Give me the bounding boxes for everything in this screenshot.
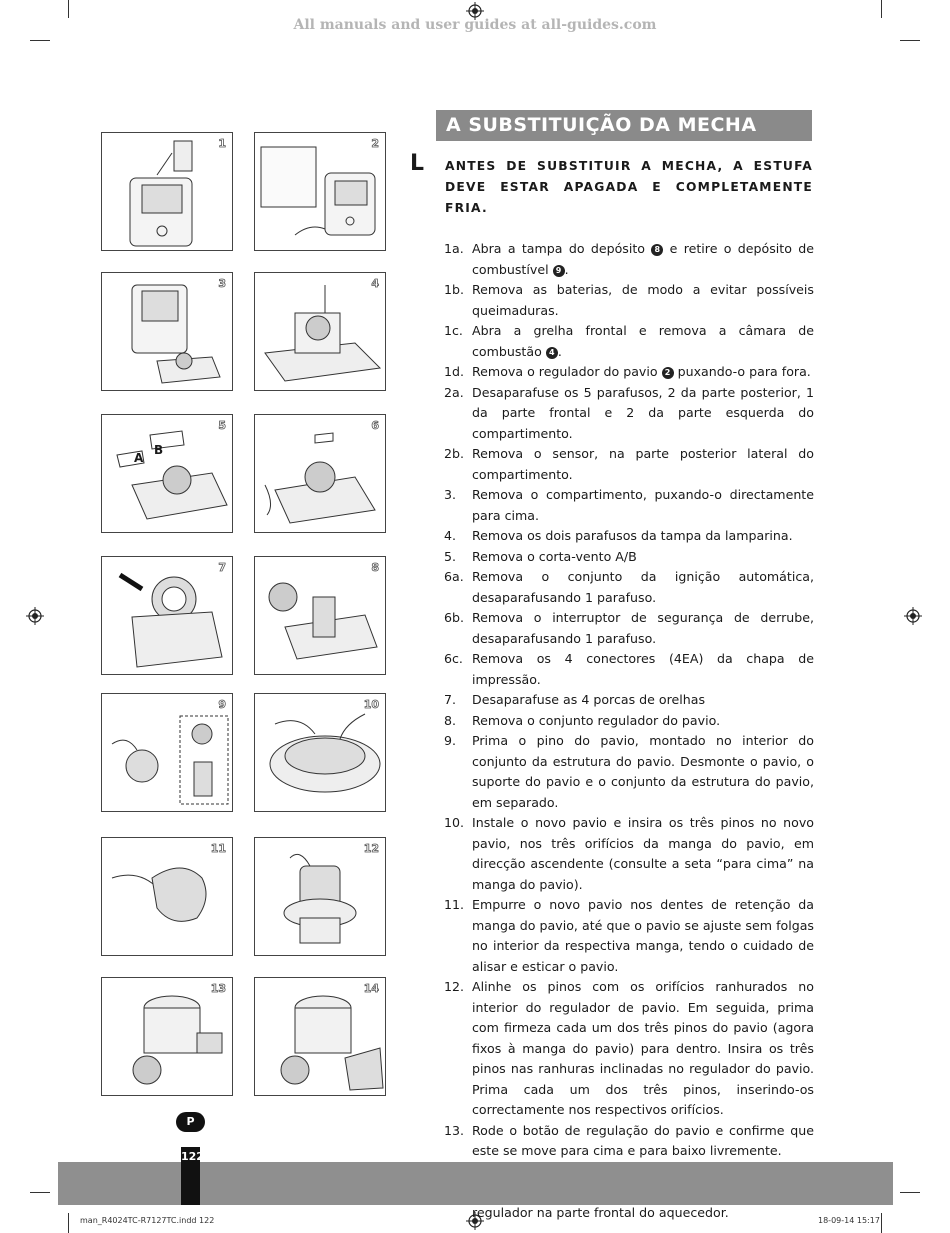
- step-text: [472, 280, 814, 321]
- heater-illustration-icon: [255, 133, 385, 250]
- figure-label-b: B: [154, 443, 164, 457]
- step-number: 11.: [444, 897, 465, 912]
- crop-mark: [900, 40, 920, 41]
- figure-number: 3: [218, 277, 226, 290]
- figure-1: [101, 132, 233, 251]
- figure-number: 9: [218, 698, 226, 711]
- heater-illustration-icon: [102, 273, 232, 390]
- figure-number: 14: [363, 982, 379, 995]
- heater-illustration-icon: [255, 557, 385, 674]
- step-text: [472, 567, 814, 608]
- callout-number-icon: 9: [553, 265, 565, 277]
- figure-13: [101, 977, 233, 1096]
- instruction-step: [444, 526, 814, 547]
- step-text-part: Rode o botão de regulação do pavio e confirme que este se move para cima e para baixo livremente.: [472, 1122, 814, 1158]
- figure-label-a: A: [134, 451, 144, 465]
- instruction-step: [444, 383, 814, 445]
- crop-mark: [30, 40, 50, 41]
- step-text-part: Desaparafuse as 4 porcas de orelhas: [472, 692, 706, 707]
- instruction-step: [444, 321, 814, 362]
- step-text-part: Desaparafuse os 5 parafusos, 2 da parte posterior, 1 da parte frontal e 2 da parte esquerda do compartimento.: [472, 384, 814, 441]
- step-text-part: Remova o sensor, na parte posterior lateral do compartimento.: [472, 446, 814, 482]
- step-number: 1c.: [444, 323, 463, 338]
- figure-7: [101, 556, 233, 675]
- step-number: 6b.: [444, 610, 465, 625]
- step-text: [472, 649, 814, 690]
- heater-illustration-icon: [255, 273, 385, 390]
- step-number: 8.: [444, 712, 457, 728]
- watermark: All manuals and user guides at all-guides.com: [293, 17, 657, 33]
- heater-illustration-icon: [255, 694, 385, 811]
- footer-datetime: 18-09-14 15:17: [818, 1216, 880, 1225]
- step-text-part: .: [557, 343, 562, 359]
- instruction-step: [444, 608, 814, 649]
- crop-mark: [881, 0, 882, 18]
- figure-number: 8: [371, 561, 379, 574]
- heater-illustration-icon: [102, 133, 232, 250]
- callout-number-icon: 2: [662, 367, 674, 379]
- step-text-part: puxando-o para fora.: [673, 364, 811, 379]
- step-number: 10.: [444, 815, 465, 830]
- step-number: 5.: [444, 548, 457, 564]
- heater-illustration-icon: [255, 838, 385, 955]
- figure-number: 1: [218, 137, 226, 150]
- figure-number: 12: [363, 842, 379, 855]
- instruction-step: [444, 977, 814, 1121]
- step-text: [472, 895, 814, 977]
- figure-10: [254, 693, 386, 812]
- step-text-part: regulador na parte frontal do aquecedor.: [472, 1204, 729, 1220]
- figure-number: 10: [363, 698, 379, 711]
- instruction-list: [444, 239, 814, 1223]
- step-number: 9.: [444, 733, 457, 748]
- instruction-step: [444, 711, 814, 732]
- step-text-part: Alinhe os pinos com os orifícios ranhurados no interior do regulador de pavio. Em seguida, prima com firmeza cada um dos três pinos do pavio (agora fixos à manga do pavio) para dentro. Insira os três pinos nas ranhuras inclinadas no regulador do pavio. Prima cada um dos três pinos, inserindo-os correctamente nos respectivos orifícios.: [472, 979, 814, 1117]
- step-text: [472, 813, 814, 895]
- warning-text: ANTES DE SUBSTITUIR A MECHA, A ESTUFA DEVE ESTAR APAGADA E COMPLETAMENTE FRIA.: [445, 159, 813, 215]
- step-number: 6a.: [444, 569, 464, 584]
- step-text: [472, 711, 814, 732]
- heater-illustration-icon: [255, 978, 385, 1095]
- figure-number: 5: [218, 419, 226, 432]
- step-number: 12.: [444, 979, 465, 994]
- step-text-part: Instale o novo pavio e insira os três pinos no novo pavio, nos três orifícios da manga do pavio, em direcção ascendente (consulte a seta “para cima” na manga do pavio).: [472, 815, 814, 892]
- instruction-step: [444, 895, 814, 977]
- step-text-part: Abra a grelha frontal e remova a câmara de combustão: [472, 323, 814, 359]
- figure-number: 6: [371, 419, 379, 432]
- crop-mark: [68, 1213, 69, 1233]
- step-number: 7.: [444, 692, 457, 707]
- callout-number-icon: 8: [651, 244, 663, 256]
- figure-14: [254, 977, 386, 1096]
- instruction-step: [444, 731, 814, 813]
- figure-number: 13: [210, 982, 226, 995]
- section-title: A SUBSTITUIÇÃO DA MECHA: [436, 110, 812, 141]
- crop-mark: [30, 1192, 50, 1193]
- crop-mark: [68, 0, 69, 18]
- heater-illustration-icon: [102, 415, 232, 532]
- step-number: 2b.: [444, 446, 465, 461]
- heater-illustration-icon: [255, 415, 385, 532]
- figure-11: [101, 837, 233, 956]
- instruction-step: [444, 362, 814, 383]
- step-number: 13.: [444, 1122, 465, 1138]
- instruction-step: [444, 485, 814, 526]
- step-text: [472, 485, 814, 526]
- instruction-step: [444, 1121, 814, 1162]
- figure-3: [101, 272, 233, 391]
- step-text: [472, 608, 814, 649]
- step-text-part: e retire o depósito de combustível: [472, 241, 814, 277]
- step-text-part: Remova o corta-vento A/B: [472, 548, 637, 564]
- instruction-step: [444, 280, 814, 321]
- instruction-step: [444, 547, 814, 568]
- figure-6: [254, 414, 386, 533]
- instruction-step: [444, 690, 814, 711]
- crop-mark: [881, 1213, 882, 1233]
- step-text: [472, 239, 814, 280]
- step-text-part: Remova os dois parafusos da tampa da lamparina.: [472, 528, 793, 543]
- step-number: 1d.: [444, 364, 465, 379]
- step-text: [472, 731, 814, 813]
- figure-number: 4: [371, 277, 379, 290]
- heater-illustration-icon: [102, 557, 232, 674]
- figure-12: [254, 837, 386, 956]
- instruction-step: [444, 239, 814, 280]
- step-text-part: Remova o regulador do pavio: [472, 364, 662, 379]
- step-text-part: Empurre o novo pavio nos dentes de retenção da manga do pavio, até que o pavio se ajuste sem folgas no interior da respectiva manga, tendo o cuidado de alisar e esticar o pavio.: [472, 897, 814, 974]
- figure-2: [254, 132, 386, 251]
- step-text-part: Remova o conjunto da ignição automática, desaparafusando 1 parafuso.: [472, 569, 814, 605]
- figure-9: [101, 693, 233, 812]
- instruction-step: [444, 444, 814, 485]
- instruction-step: [444, 813, 814, 895]
- crop-mark: [900, 1192, 920, 1193]
- callout-number-icon: 4: [546, 347, 558, 359]
- step-text-part: Remova as baterias, de modo a evitar possíveis queimaduras.: [472, 282, 814, 318]
- warning-marker: L: [410, 151, 425, 176]
- figure-5: [101, 414, 233, 533]
- step-number: 6c.: [444, 651, 463, 666]
- figure-number: 7: [218, 561, 226, 574]
- step-number: 4.: [444, 528, 457, 543]
- step-text: [472, 444, 814, 485]
- step-number: 3.: [444, 487, 457, 502]
- instruction-step: [444, 649, 814, 690]
- step-text: [472, 383, 814, 445]
- figure-8: [254, 556, 386, 675]
- heater-illustration-icon: [102, 838, 232, 955]
- step-text: [472, 690, 814, 711]
- step-text-part: Remova o compartimento, puxando-o directamente para cima.: [472, 487, 814, 523]
- step-number: 1a.: [444, 241, 464, 256]
- instruction-step: [444, 567, 814, 608]
- step-text-part: Remova o interruptor de segurança de derrube, desaparafusando 1 parafuso.: [472, 610, 814, 646]
- step-text: [472, 977, 814, 1121]
- registration-mark-icon: [26, 607, 44, 625]
- footer-file: man_R4024TC-R7127TC.indd 122: [80, 1216, 215, 1225]
- figure-number: 2: [371, 137, 379, 150]
- heater-illustration-icon: [102, 694, 232, 811]
- step-text: [472, 1121, 814, 1162]
- language-badge: P: [176, 1112, 205, 1132]
- step-text-part: Remova os 4 conectores (4EA) da chapa de impressão.: [472, 651, 814, 687]
- step-text: [472, 526, 814, 547]
- step-text: [472, 547, 814, 568]
- step-text-part: .: [564, 261, 569, 277]
- figure-4: [254, 272, 386, 391]
- step-text-part: Prima o pino do pavio, montado no interior do conjunto da estrutura do pavio. Desmonte o pavio, o suporte do pavio e o conjunto da estrutura do pavio, em separado.: [472, 733, 814, 810]
- step-text: [472, 321, 814, 362]
- step-text-part: Abra a tampa do depósito: [472, 241, 652, 256]
- step-text-part: Remova o conjunto regulador do pavio.: [472, 712, 721, 728]
- figure-number: 11: [210, 842, 226, 855]
- page-number: 122: [181, 1147, 200, 1205]
- step-number: 2a.: [444, 384, 464, 400]
- step-text: [472, 362, 814, 383]
- registration-mark-icon: [466, 2, 484, 20]
- registration-mark-icon: [904, 607, 922, 625]
- heater-illustration-icon: [102, 978, 232, 1095]
- step-number: 1b.: [444, 282, 465, 297]
